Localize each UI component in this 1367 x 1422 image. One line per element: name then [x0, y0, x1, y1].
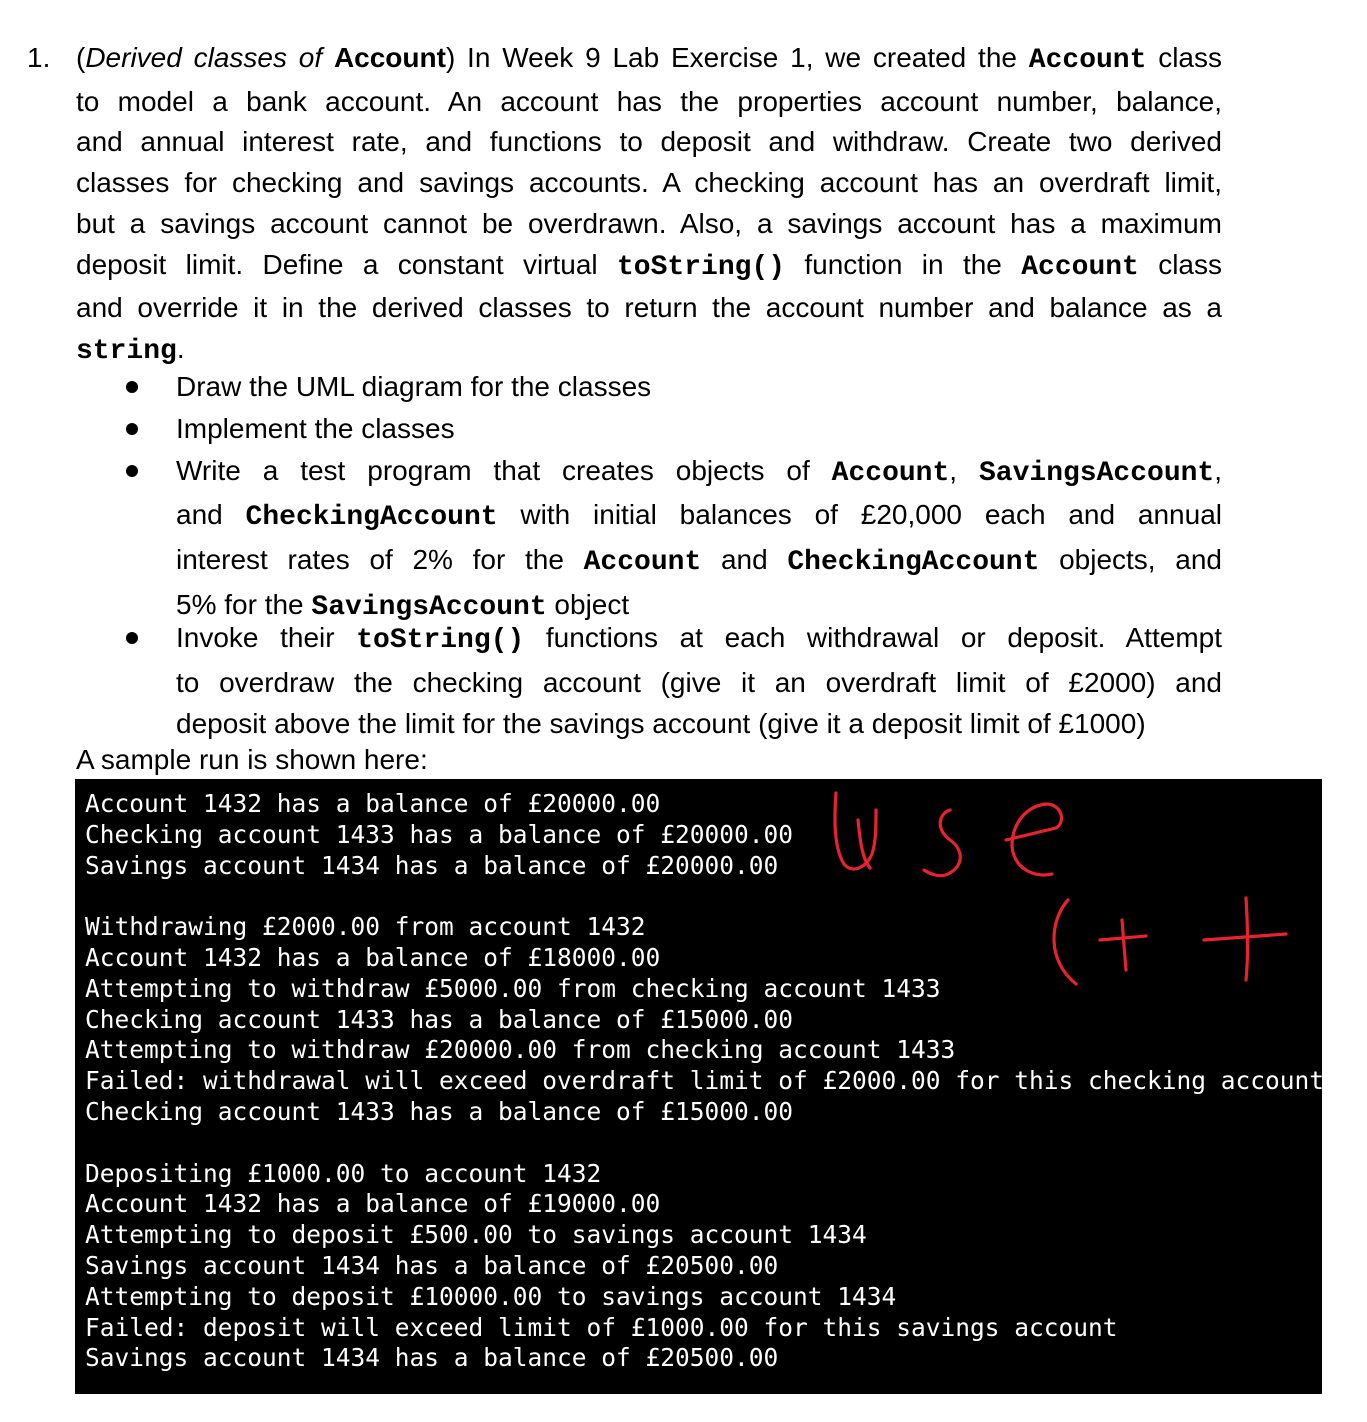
text-line [76, 38, 1222, 82]
code-term: Account [831, 457, 950, 489]
text-run: class [1146, 42, 1222, 73]
text-line [176, 539, 1222, 584]
terminal-line: Savings account 1434 has a balance of £20000.00 [85, 850, 779, 880]
bullet-dot-icon [126, 632, 138, 644]
terminal-line: Attempting to deposit £10000.00 to savings account 1434 [85, 1281, 897, 1311]
handwritten-open-paren [1054, 900, 1076, 984]
text-run: ) In Week 9 Lab Exercise 1, we created the [445, 42, 1029, 73]
terminal-line: Checking account 1433 has a balance of £15000.00 [85, 1004, 794, 1034]
text-run: and [701, 544, 788, 576]
terminal-line: Depositing £1000.00 to account 1432 [85, 1158, 602, 1188]
text-run: but a savings account cannot be overdrawn. Also, a savings account has a maximum [76, 207, 1222, 239]
text-line [76, 163, 1222, 204]
text-run: Invoke their [176, 621, 357, 653]
bullet-text [176, 450, 1222, 629]
bullet-dot-icon [126, 423, 138, 435]
terminal-line: Attempting to withdraw £20000.00 from checking account 1433 [85, 1035, 956, 1065]
terminal-line: Account 1432 has a balance of £20000.00 [85, 789, 661, 818]
code-term: toString() [356, 624, 525, 656]
text-run: and annual interest rate, and functions to deposit and withdraw. Create two derived [76, 126, 1222, 158]
terminal-line: Savings account 1434 has a balance of £20500.00 [85, 1250, 779, 1280]
text-line [76, 82, 1222, 123]
text-run: with initial balances of £20,000 each and annual [497, 499, 1222, 531]
text-run: Write a test program that creates objects of [176, 454, 832, 486]
text-line [176, 494, 1222, 539]
code-term: SavingsAccount [978, 457, 1215, 489]
text-run: deposit limit. Define a constant virtual [76, 248, 617, 280]
text-run: Draw the UML diagram for the classes [176, 371, 652, 402]
terminal-line: Checking account 1433 has a balance of £15000.00 [85, 1096, 794, 1126]
text-run: objects, and [1039, 544, 1222, 576]
terminal-line: Checking account 1433 has a balance of £20000.00 [85, 819, 794, 849]
terminal-line [85, 1128, 1324, 1159]
text-run: interest rates of 2% for the [176, 544, 584, 576]
terminal-line: Savings account 1434 has a balance of £20500.00 [85, 1343, 779, 1373]
text-run: class [1138, 248, 1223, 280]
text-run: , [1214, 454, 1223, 486]
bullet-text [176, 366, 1222, 408]
text-line [176, 408, 1222, 450]
handwritten-annotation [800, 770, 1320, 1000]
code-term: CheckingAccount [245, 502, 498, 534]
code-term: SavingsAccount [311, 591, 547, 623]
text-line [76, 288, 1222, 329]
bullet-text [176, 617, 1222, 745]
text-run: function in the [785, 248, 1022, 280]
handwritten-letter-e [1006, 804, 1061, 875]
code-term: string [76, 335, 177, 367]
italic-text: Derived classes of [85, 42, 334, 73]
bullet-item [0, 408, 1230, 450]
text-run: . [176, 332, 185, 364]
terminal-line: Failed: deposit will exceed limit of £1000.00 for this savings account [85, 1312, 1118, 1342]
text-run: ( [76, 42, 86, 73]
bullet-dot-icon [126, 465, 138, 477]
text-line [176, 703, 1222, 745]
text-line [176, 366, 1222, 408]
code-term: toString() [617, 251, 786, 283]
code-term: Account [1021, 251, 1139, 283]
text-run: to overdraw the checking account (give it an overdraft limit of £2000) and [176, 666, 1222, 698]
text-line [176, 450, 1222, 495]
terminal-line: Withdrawing £2000.00 from account 1432 [85, 912, 646, 942]
text-line [76, 245, 1222, 289]
text-line [176, 617, 1222, 662]
bullet-item [0, 450, 1230, 623]
handwritten-plus-2 [1204, 898, 1286, 980]
text-run: functions at each withdrawal or deposit. Attempt [524, 621, 1222, 653]
text-run: 5% for the [176, 588, 312, 620]
text-line [176, 662, 1222, 704]
bullet-dot-icon [126, 381, 138, 393]
handwritten-plus-1 [1100, 920, 1146, 970]
terminal-line: Attempting to deposit £500.00 to savings account 1434 [85, 1220, 867, 1250]
handwritten-letter-u [835, 793, 876, 869]
text-run: and override it in the derived classes to return the account number and balance as a [76, 292, 1222, 324]
text-run: to model a bank account. An account has the properties account number, balance, [76, 85, 1222, 117]
bullet-text [176, 408, 1222, 450]
code-term: Account [1028, 45, 1147, 76]
sample-run-label: A sample run is shown here: [76, 744, 428, 775]
terminal-line: Failed: withdrawal will exceed overdraft limit of £2000.00 for this checking account [85, 1066, 1325, 1096]
text-run: and [176, 499, 246, 531]
code-term: CheckingAccount [787, 547, 1040, 579]
terminal-line: Account 1432 has a balance of £18000.00 [85, 942, 661, 972]
question-number: 1. [27, 42, 51, 73]
handwritten-letter-s [924, 810, 960, 876]
terminal-line: Attempting to withdraw £5000.00 from checking account 1433 [85, 973, 941, 1003]
text-run: object [546, 588, 630, 620]
text-run: , [949, 454, 979, 486]
bullet-item [0, 617, 1230, 742]
text-run: classes for checking and savings accounts. A checking account has an overdraft limit, [76, 167, 1222, 199]
text-run: deposit above the limit for the savings account (give it a deposit limit of £1000) [176, 708, 1146, 740]
text-line [76, 122, 1222, 163]
bullet-item [0, 366, 1230, 408]
bold-text: Account [333, 42, 446, 73]
code-term: Account [583, 547, 702, 579]
text-run: Implement the classes [176, 412, 455, 444]
terminal-line: Account 1432 has a balance of £19000.00 [85, 1189, 661, 1219]
question-paragraph [76, 38, 1222, 373]
text-line [76, 204, 1222, 245]
